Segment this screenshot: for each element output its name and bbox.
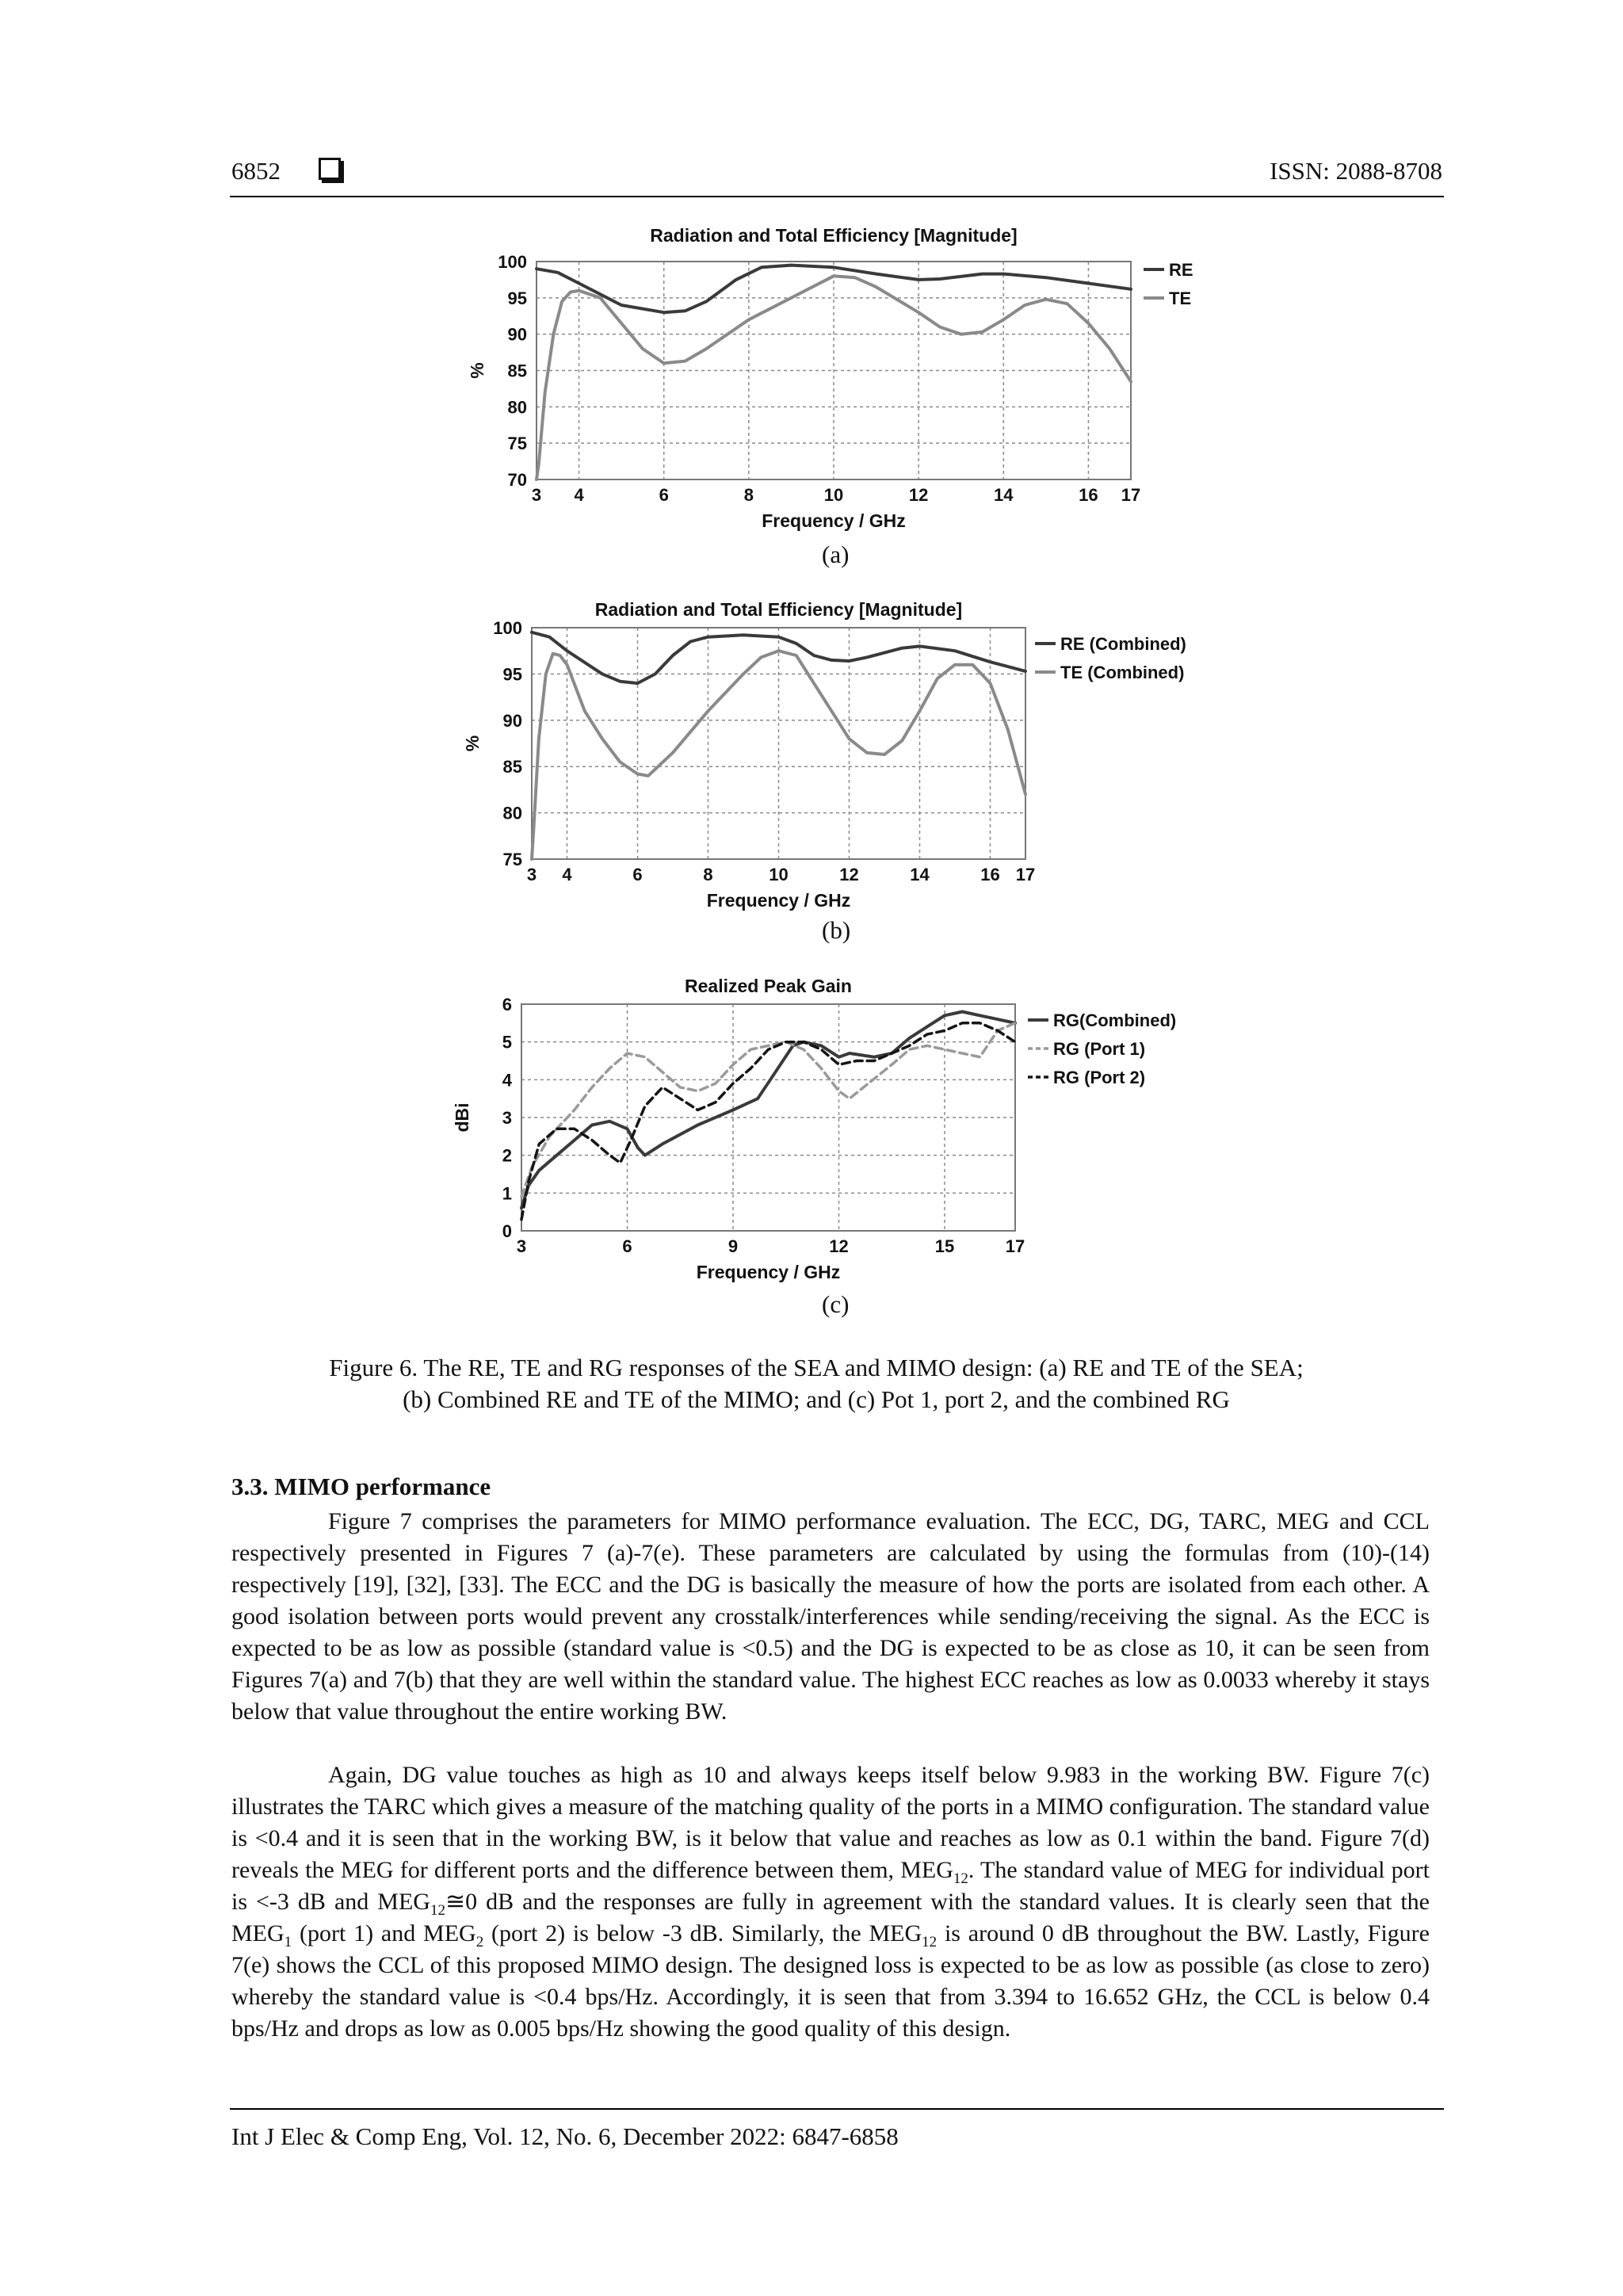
chart-3-x-tick-label: 12 [829,1236,849,1256]
chart-2-x-tick-label: 6 [632,865,643,884]
issn: ISSN: 2088-8708 [1270,157,1442,185]
chart-3-y-axis-label: dBi [452,1102,472,1133]
chart-1-legend-label-2: TE [1169,288,1192,308]
chart-3-y-tick-label: 3 [502,1108,512,1128]
chart-2-legend-label-2: TE (Combined) [1060,663,1185,682]
chart-2-x-tick-label: 16 [980,865,1000,884]
chart-1-y-tick-label: 85 [507,361,527,381]
p2-text-b: . The standard value of MEG for individual port is <-3 dB and MEG [231,1857,1430,1915]
chart-1-x-axis-label: Frequency / GHz [762,510,906,531]
chart-1-y-tick-label: 75 [507,434,527,454]
chart-2-y-tick-label: 100 [493,618,522,638]
chart-3-series-line-1 [521,1012,1015,1209]
chart-1-x-tick-label: 6 [659,485,669,505]
p2-text-c: ≅0 dB and the responses are fully in agreement with the standard values. It is clearly seen that the MEG [231,1889,1430,1946]
chart-3-x-tick-label: 6 [622,1236,632,1256]
chart-2-x-tick-label: 8 [703,865,713,884]
chart-1-y-tick-label: 90 [507,324,527,345]
paragraph-1: Figure 7 comprises the parameters for MIMO performance evaluation. The ECC, DG, TARC, MEG and CCL respectively presented in Figures 7 (a)-7(e). These parameters are calculated by using the formulas from (10)-(14) respectively [19], [32], [33]. The ECC and the DG is basically the measure of how the ports are isolated from each other. A good isolation between ports would prevent any crosstalk/interferences while sending/receiving the signal. As the ECC is expected to be as low as possible (standard value is <0.5) and the DG is expected to be as close as 10, it can be seen from Figures 7(a) and 7(b) that they are well within the standard value. The highest ECC reaches as low as 0.0033 whereby it stays below that value throughout the entire working BW. [231,1508,1430,1725]
chart-2-y-axis-label: % [462,735,483,752]
p2-text-a: Again, DG value touches as high as 10 and always keeps itself below 9.983 in the working BW. Figure 7(c) illustrates the TARC which gives a measure of the matching quality of the ports in a MIMO configuration. The standard value is <0.4 and it is seen that in the working BW, is it below that value and reaches as low as 0.1 within the band. Figure 7(d) reveals the MEG for different ports and the difference between them, MEG [231,1762,1430,1883]
footer-rule [230,2108,1444,2110]
section-heading: 3.3. MIMO performance [231,1473,491,1500]
chart-3-y-tick-label: 0 [502,1221,512,1241]
panel-label-c: (c) [822,1290,850,1318]
chart-3-x-tick-label: 15 [934,1236,955,1256]
chart-2-y-tick-label: 75 [502,850,522,869]
chart-2-title: Radiation and Total Efficiency [Magnitude] [594,599,963,620]
chart-2-y-tick-label: 90 [502,710,522,731]
chart-1-y-tick-label: 100 [498,252,527,272]
chart-1-x-tick-label: 8 [743,485,754,505]
p2-text-e: (port 2) is below -3 dB. Similarly, the MEG [483,1920,922,1946]
p2-sub-12c: 12 [922,1934,938,1950]
figure-caption [238,1352,1395,1415]
chart-1-x-tick-label: 12 [908,485,929,505]
chart-1-y-tick-label: 70 [507,470,527,490]
chart-3-y-tick-label: 6 [502,995,512,1014]
chart-2-x-tick-label: 4 [562,865,572,884]
chart-3-x-axis-label: Frequency / GHz [696,1262,841,1282]
paragraph-2 [231,1759,1430,2045]
chart-2-series-line-1 [532,632,1025,683]
panel-label-b: (b) [822,916,851,944]
chart-3-y-tick-label: 2 [502,1145,512,1166]
p2-sub-12b: 12 [430,1902,445,1919]
p2-sub-1: 1 [284,1934,292,1950]
caption-line-2: (b) Combined RE and TE of the MIMO; and (c) Pot 1, port 2, and the combined RG [403,1385,1230,1413]
caption-line-1: Figure 6. The RE, TE and RG responses of the SEA and MIMO design: (a) RE and TE of the SEA; [329,1354,1304,1381]
p2-text-f: is around 0 dB throughout the BW. Lastly, Figure 7(e) shows the CCL of this proposed MIMO design. The designed loss is expected to be as low as possible (as close to zero) whereby the standard value is <0.4 bps/Hz. Accordingly, it is seen that from 3.394 to 16.652 GHz, the CCL is below 0.4 bps/Hz and drops as low as 0.005 bps/Hz showing the good quality of this design. [231,1920,1430,2042]
chart-2-x-tick-label: 17 [1015,865,1036,884]
chart-1-title: Radiation and Total Efficiency [Magnitude] [650,225,1018,246]
chart-1-x-tick-label: 16 [1079,485,1098,505]
chart-2-legend-label-1: RE (Combined) [1060,634,1186,654]
chart-3-title: Realized Peak Gain [685,976,852,996]
chart-1-y-tick-label: 80 [507,397,527,418]
chart-3-y-tick-label: 4 [502,1070,512,1091]
chart-2-y-tick-label: 95 [502,664,522,685]
chart-3-x-tick-label: 9 [727,1236,739,1256]
chart-3-legend-label-2: RG (Port 1) [1053,1039,1146,1059]
chart-1-y-axis-label: % [467,362,487,379]
chart-2-x-tick-label: 3 [526,865,537,884]
chart-2-y-tick-label: 80 [502,803,522,823]
chart-3-legend-label-1: RG(Combined) [1053,1010,1177,1030]
chart-3-y-tick-label: 5 [502,1032,512,1052]
chart-1-x-tick-label: 3 [531,485,542,505]
chart-2-x-axis-label: Frequency / GHz [706,890,851,911]
p2-text-d: (port 1) and MEG [292,1920,476,1946]
chart-1-x-tick-label: 14 [994,485,1014,505]
chart-2-x-tick-label: 14 [910,865,930,884]
chart-3-x-tick-label: 3 [516,1236,527,1256]
chart-3-series-line-3 [521,1023,1015,1220]
chart-1-x-tick-label: 17 [1121,485,1141,505]
chart-2-x-tick-label: 12 [839,865,859,884]
chart-1-legend-label-1: RE [1169,260,1193,280]
p2-sub-12a: 12 [953,1870,968,1887]
chart-2-y-tick-label: 85 [502,757,522,777]
chart-2-x-tick-label: 10 [769,865,789,884]
journal-footer: Int J Elec & Comp Eng, Vol. 12, No. 6, December 2022: 6847-6858 [231,2122,899,2150]
p2-sub-2: 2 [475,1934,484,1950]
chart-3-x-tick-label: 17 [1005,1236,1025,1256]
chart-1-x-tick-label: 10 [823,485,844,505]
panel-label-a: (a) [822,541,850,568]
chart-1-x-tick-label: 4 [574,485,584,505]
chart-3-y-tick-label: 1 [502,1183,512,1204]
page-number: 6852 [231,157,281,185]
chart-3-legend-label-3: RG (Port 2) [1053,1068,1146,1087]
chart-1-y-tick-label: 95 [507,288,527,308]
